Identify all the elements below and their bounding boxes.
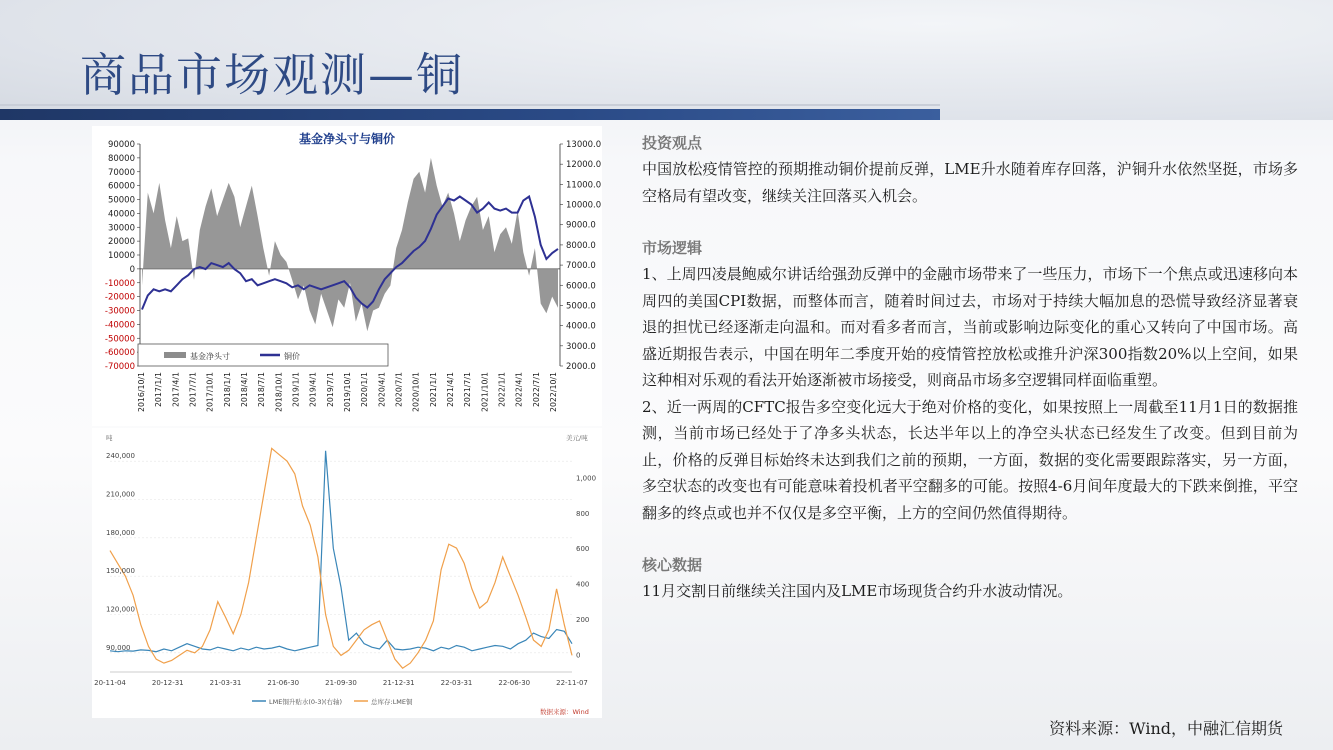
section-paragraph: 11月交割日前继续关注国内及LME市场现货合约升水波动情况。 (642, 582, 1073, 600)
chart1-left-tick-label: -30000 (104, 306, 135, 317)
source-note: 资料来源：Wind，中融汇信期货 (1049, 719, 1283, 738)
section-title: 投资观点 (642, 134, 703, 152)
chart2-svg (92, 428, 602, 718)
chart1-right-tick-label: 5000.0 (566, 301, 596, 312)
chart1-x-tick-label: 2017/7/1 (188, 372, 198, 408)
chart1-right-tick-label: 4000.0 (566, 321, 596, 332)
chart2-right-unit: 美元/吨 (566, 434, 588, 442)
chart1-left-tick-label: -70000 (104, 362, 135, 372)
chart1-right-tick-label: 3000.0 (566, 341, 596, 352)
chart2-x-tick-label: 20-12-31 (151, 679, 184, 687)
chart-fund-position-copper-price (92, 126, 602, 426)
chart1-right-tick-label: 12000.0 (566, 160, 602, 171)
chart2-legend-label-spread: LME铜升贴水(0-3)(右轴) (269, 698, 343, 706)
page-title: 商品市场观测—铜 (80, 48, 464, 102)
chart1-x-tick-label: 2021/7/1 (463, 372, 473, 408)
chart1-left-tick-label: 60000 (107, 181, 135, 192)
section-market-logic (642, 235, 1298, 526)
chart1-x-tick-label: 2020/7/1 (394, 372, 404, 408)
chart1-left-tick-label: -50000 (104, 334, 135, 345)
chart1-left-tick-label: 40000 (107, 209, 135, 220)
chart1-x-tick-label: 2019/4/1 (308, 372, 318, 408)
chart1-left-tick-label: 30000 (107, 223, 135, 234)
chart2-left-tick-label: 150,000 (106, 567, 135, 576)
chart1-right-tick-label: 6000.0 (566, 281, 596, 292)
section-core-data (642, 552, 1298, 605)
chart2-x-tick-label: 21-06-30 (267, 679, 300, 687)
chart1-legend-swatch-position (164, 352, 186, 358)
chart1-right-tick-label: 2000.0 (566, 362, 596, 372)
chart2-right-tick-label: 200 (576, 615, 590, 624)
chart1-x-tick-label: 2017/1/1 (154, 372, 164, 408)
chart1-x-tick-label: 2018/4/1 (240, 372, 249, 408)
chart1-left-tick-label: -20000 (104, 292, 135, 303)
chart2-left-tick-label: 90,000 (106, 643, 131, 652)
chart1-x-tick-label: 2016/10/1 (137, 372, 146, 412)
chart1-right-tick-label: 11000.0 (566, 180, 602, 191)
chart1-x-tick-label: 2019/1/1 (291, 372, 301, 408)
chart2-x-tick-label: 21-03-31 (209, 679, 242, 687)
chart1-left-tick-label: 50000 (107, 195, 135, 206)
chart2-x-tick-label: 21-12-31 (382, 679, 415, 687)
chart1-left-tick-label: -40000 (104, 320, 135, 331)
chart1-right-tick-label: 13000.0 (566, 140, 602, 150)
chart1-right-tick-label: 8000.0 (566, 240, 596, 251)
chart2-x-tick-label: 22-03-31 (440, 679, 473, 687)
chart1-left-tick-label: -10000 (104, 278, 135, 289)
chart2-series-lme-stock (110, 448, 572, 668)
chart2-legend-label-stock: 总库存:LME铜 (371, 698, 413, 706)
chart1-x-tick-label: 2022/4/1 (514, 372, 524, 408)
chart1-x-tick-label: 2018/1/1 (222, 372, 232, 408)
section-paragraph: 1、上周四凌晨鲍威尔讲话给强劲反弹中的金融市场带来了一些压力，市场下一个焦点或迅速移向本周四的美国CPI数据，而整体而言，随着时间过去，市场对于持续大幅加息的恐慌导致经济显著衰退的担忧已经逐渐走向温和。而对看多者而言，当前或影响边际变化的重心又转向了中国市场。高盛近期报告表示，中国在明年二季度开始的疫情管控放松或推升沪深300指数20%以上空间，如果这种相对乐观的看法开始逐渐被市场接受，则商品市场多空逻辑同样面临重塑。 (642, 265, 1298, 389)
chart2-right-tick-label: 400 (576, 580, 590, 589)
chart1-left-tick-label: 20000 (107, 237, 135, 248)
chart1-x-tick-label: 2021/4/1 (446, 372, 455, 408)
chart1-left-tick-label: 70000 (107, 167, 135, 178)
chart1-left-tick-label: 80000 (107, 153, 135, 164)
chart1-series-fund-position (142, 158, 558, 331)
chart1-svg (92, 126, 602, 426)
chart1-x-tick-label: 2018/10/1 (274, 372, 284, 412)
section-paragraph: 2、近一两周的CFTC报告多空变化远大于绝对价格的变化，如果按照上一周截至11月1日的数据推测，当前市场已经处于了净多头状态，长达半年以上的净空头状态已经发生了改变。但到目前为止，价格的反弹目标始终未达到我们之前的预期，一方面，数据的变化需要跟踪落实，另一方面，多空状态的改变也有可能意味着投机者平空翻多的可能。按照4-6月间年度最大的下跌来倒推，平空翻多的终点或也并不仅仅是多空平衡，上方的空间仍然值得期待。 (642, 397, 1298, 522)
chart2-left-tick-label: 120,000 (106, 605, 135, 614)
chart1-legend (138, 344, 388, 366)
chart1-left-tick-label: 10000 (107, 251, 135, 261)
section-paragraph: 中国放松疫情管控的预期推动铜价提前反弹，LME升水随着库存回落，沪铜升水依然坚挺，市场多空格局有望改变，继续关注回落买入机会。 (642, 160, 1298, 205)
chart2-source-note: 数据来源：Wind (540, 708, 589, 716)
chart1-x-tick-label: 2017/10/1 (205, 372, 215, 412)
chart2-left-tick-label: 180,000 (106, 528, 135, 537)
chart1-x-tick-label: 2021/1/1 (428, 372, 438, 408)
chart-lme-stock-spread (92, 428, 602, 718)
chart1-x-tick-label: 2021/10/1 (480, 372, 490, 412)
chart2-x-tick-label: 21-09-30 (325, 679, 357, 687)
title-divider (0, 109, 940, 120)
chart2-left-tick-label: 210,000 (106, 490, 135, 499)
section-title: 市场逻辑 (642, 239, 703, 257)
title-divider-thin (0, 104, 940, 106)
chart1-x-tick-label: 2022/7/1 (531, 372, 541, 408)
chart2-x-tick-label: 20-11-04 (94, 679, 126, 687)
chart1-x-tick-label: 2022/10/1 (549, 372, 558, 412)
chart1-x-tick-label: 2019/7/1 (325, 372, 335, 408)
chart2-right-tick-label: 800 (576, 509, 590, 518)
chart1-left-tick-label: -60000 (104, 348, 135, 359)
chart1-left-tick-label: 90000 (107, 140, 135, 150)
chart1-x-tick-label: 2020/1/1 (360, 372, 370, 408)
chart1-legend-label-price: 铜价 (284, 352, 300, 361)
chart2-right-tick-label: 0 (576, 651, 581, 660)
chart1-x-tick-label: 2018/7/1 (257, 372, 267, 408)
analysis-column (642, 130, 1298, 605)
chart1-x-tick-label: 2019/10/1 (343, 372, 352, 412)
chart1-x-tick-label: 2020/10/1 (411, 372, 421, 412)
chart1-x-tick-label: 2017/4/1 (171, 372, 181, 408)
chart1-right-tick-label: 7000.0 (566, 261, 596, 272)
chart1-right-tick-label: 10000.0 (566, 200, 602, 211)
section-title: 核心数据 (642, 556, 703, 574)
chart1-right-tick-label: 9000.0 (566, 220, 596, 231)
chart1-left-tick-label: 0 (129, 264, 135, 275)
chart2-left-unit: 吨 (106, 434, 113, 442)
section-investment-view (642, 130, 1298, 209)
chart1-x-tick-label: 2022/1/1 (497, 372, 507, 408)
chart1-x-tick-label: 2020/4/1 (377, 372, 387, 408)
chart1-legend-label-position: 基金净头寸 (190, 352, 230, 361)
chart2-right-tick-label: 1,000 (576, 474, 597, 483)
chart1-title: 基金净头寸与铜价 (298, 132, 396, 146)
chart2-legend (252, 697, 413, 706)
chart2-right-tick-label: 600 (576, 545, 590, 554)
chart2-x-tick-label: 22-06-30 (498, 679, 531, 687)
chart2-x-tick-label: 22-11-07 (556, 679, 588, 687)
chart2-left-tick-label: 240,000 (106, 452, 135, 461)
chart2-series-lme-spread (110, 451, 572, 652)
